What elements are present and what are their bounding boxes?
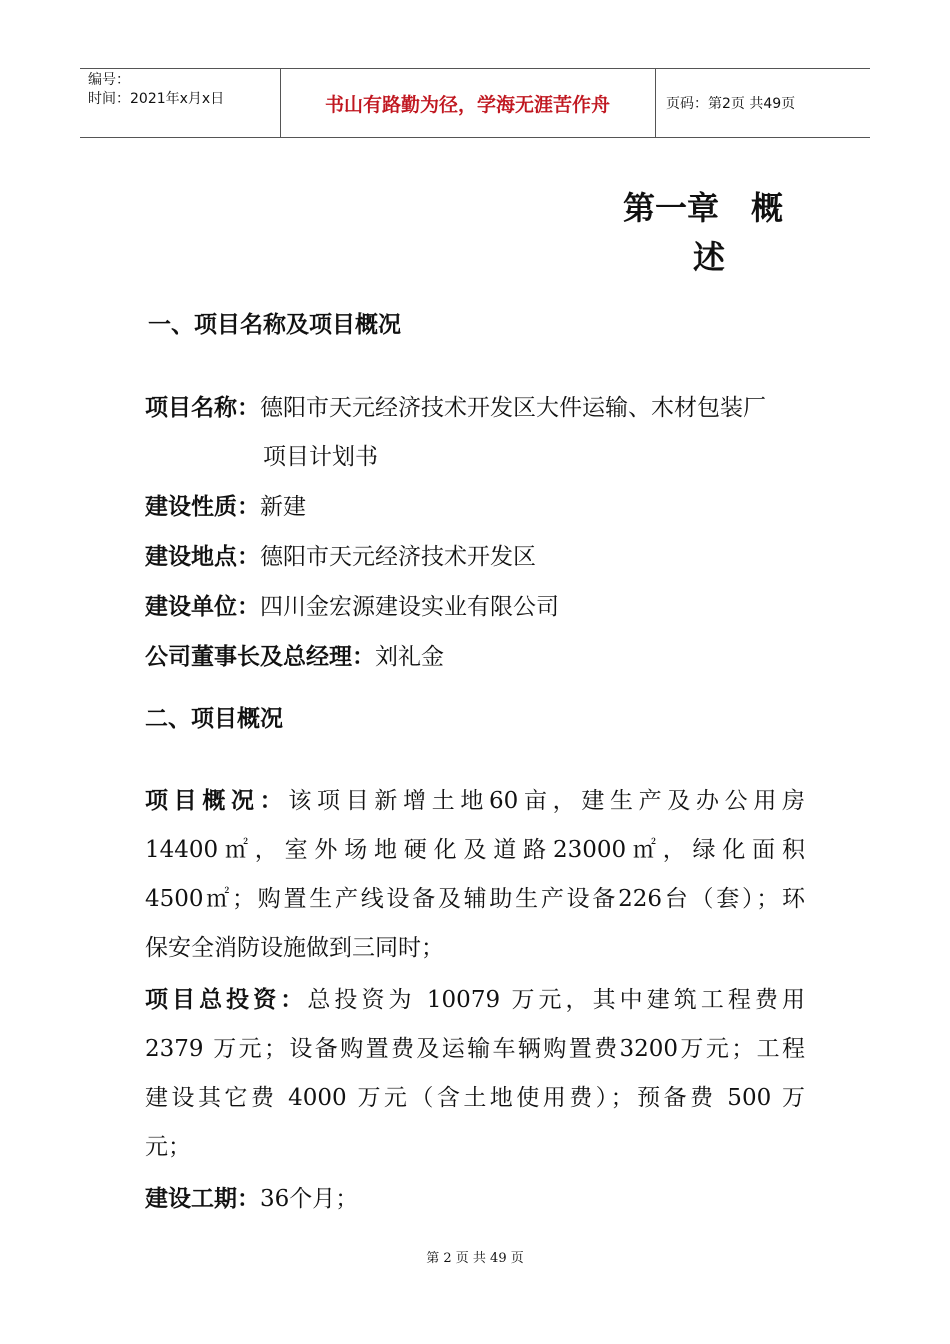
project-name-label: 项目名称： [145,395,260,421]
section2-heading: 二、项目概况 [145,706,283,732]
investment-text: 总投资为 10079 万元，其中建筑工程费用 [307,987,805,1013]
overview-area-1: 14400㎡ [145,837,255,863]
overview-line4: 保安全消防设施做到三同时； [145,935,444,961]
chapter-title-line1: 第一章 概 [623,189,784,227]
investment-label: 项目总投资： [145,987,308,1013]
header-motto: 书山有路勤为径，学海无涯苦作舟 [324,93,610,116]
investment-row [145,981,805,1014]
header-divider [655,69,656,137]
page-footer: 第 2 页 共 49 页 [426,1251,524,1266]
location-row [145,538,536,571]
overview-area-2: 4500㎡ [145,886,233,912]
header-meta [88,71,224,109]
period-value: 36个月； [260,1186,359,1212]
investment-line2: 2379 万元；设备购置费及运输车辆购置费3200万元；工程 [145,1036,805,1062]
chairman-value: 刘礼金 [375,644,444,670]
unit-value: 四川金宏源建设实业有限公司 [260,594,559,620]
overview-line2 [145,831,805,864]
investment-line3: 建设其它费 4000 万元（含土地使用费）；预备费 500 万 [145,1085,805,1111]
location-label: 建设地点： [145,544,260,570]
nature-label: 建设性质： [145,494,260,520]
time-label: 时间：2021年x月x日 [88,91,225,107]
project-name-row [145,389,766,422]
number-label: 编号： [88,72,130,88]
overview-text: 该项目新增土地60亩，建生产及办公用房 [288,788,805,814]
investment-line4: 元； [145,1134,191,1160]
overview-text: ；购置生产线设备及辅助生产设备226台（套）；环 [232,886,805,912]
header-page-info: 页码：第2页 共49页 [666,96,796,112]
period-label: 建设工期： [145,1186,260,1212]
location-value: 德阳市天元经济技术开发区 [260,544,536,570]
overview-label: 项目概况： [145,788,289,814]
nature-row [145,488,306,521]
chairman-row [145,638,444,671]
section1-heading: 一、项目名称及项目概况 [148,312,401,338]
overview-row [145,782,805,815]
page-header [80,68,870,138]
overview-text: ，室外场地硬化及道路23000㎡，绿化面积 [254,837,805,863]
overview-line3 [145,880,805,913]
chairman-label: 公司董事长及总经理： [145,644,375,670]
project-name-value-cont: 项目计划书 [263,444,378,470]
unit-label: 建设单位： [145,594,260,620]
nature-value: 新建 [260,494,306,520]
period-row [145,1180,358,1213]
unit-row [145,588,559,621]
project-name-value: 德阳市天元经济技术开发区大件运输、木材包装厂 [260,395,766,421]
chapter-title-line2: 述 [693,238,726,276]
